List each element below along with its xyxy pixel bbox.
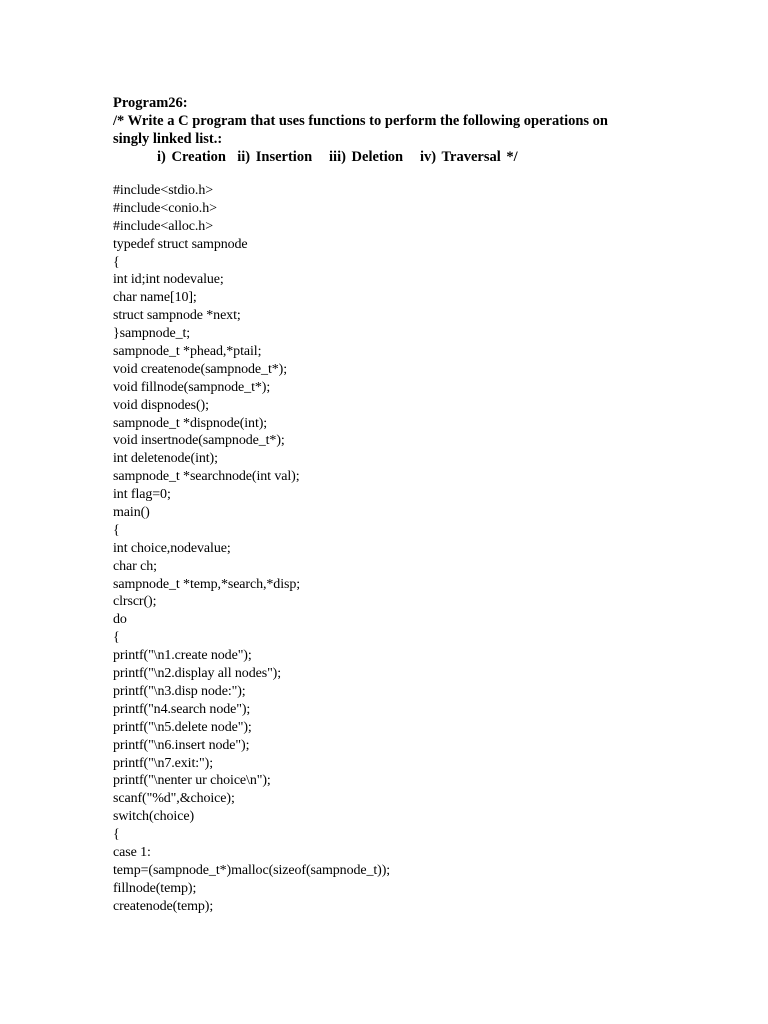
code-line: struct sampnode *next; (113, 308, 241, 324)
program-description-line-2: singly linked list.: (113, 131, 223, 147)
code-line: printf("\n3.disp node:"); (113, 683, 246, 699)
code-line: { (113, 827, 120, 843)
code-line: case 1: (113, 844, 151, 860)
code-line: #include<stdio.h> (113, 183, 214, 198)
code-line: int choice,nodevalue; (113, 540, 231, 556)
code-line: void createnode(sampnode_t*); (113, 361, 287, 377)
code-line: sampnode_t *dispnode(int); (113, 415, 268, 431)
code-line: scanf("%d",&choice); (113, 791, 235, 807)
code-line: sampnode_t *phead,*ptail; (113, 344, 262, 360)
code-line: #include<alloc.h> (113, 218, 214, 234)
code-line: char name[10]; (113, 290, 197, 306)
code-line: printf("\nenter ur choice\n"); (113, 773, 271, 789)
code-line: int flag=0; (113, 487, 171, 503)
code-line: sampnode_t *searchnode(int val); (113, 469, 300, 485)
code-line: printf("\n5.delete node"); (113, 719, 252, 735)
code-line: clrscr(); (113, 594, 157, 610)
code-line: }sampnode_t; (113, 326, 191, 342)
code-line: void fillnode(sampnode_t*); (113, 379, 271, 395)
code-line: do (113, 612, 127, 628)
code-line: { (113, 254, 120, 270)
code-line: printf("\n6.insert node"); (113, 737, 250, 753)
program-header (113, 94, 673, 166)
code-line: sampnode_t *temp,*search,*disp; (113, 576, 301, 592)
program-operations-list: i) Creation ii) Insertion iii) Deletion iv) Traversal */ (157, 149, 518, 165)
code-line: typedef struct sampnode (113, 236, 248, 252)
code-line: { (113, 522, 120, 538)
code-listing (113, 182, 673, 916)
code-line: printf("\n2.display all nodes"); (113, 666, 282, 682)
code-line: char ch; (113, 558, 157, 574)
code-line: void insertnode(sampnode_t*); (113, 433, 285, 449)
code-line: printf("\n1.create node"); (113, 648, 252, 664)
code-line: switch(choice) (113, 809, 195, 825)
code-line: fillnode(temp); (113, 880, 197, 896)
code-line: createnode(temp); (113, 898, 214, 914)
code-line: void dispnodes(); (113, 397, 209, 413)
code-line: printf("\n7.exit:"); (113, 755, 214, 771)
code-line: temp=(sampnode_t*)malloc(sizeof(sampnode_t)); (113, 862, 391, 878)
code-line: #include<conio.h> (113, 200, 217, 216)
code-line: int id;int nodevalue; (113, 272, 224, 288)
code-line: int deletenode(int); (113, 451, 218, 467)
program-title: Program26: (113, 95, 188, 111)
code-line: { (113, 630, 120, 646)
code-line: printf("n4.search node"); (113, 701, 251, 717)
program-description-line-1: /* Write a C program that uses functions to perform the following operations on (113, 113, 608, 129)
code-line: main() (113, 505, 150, 521)
